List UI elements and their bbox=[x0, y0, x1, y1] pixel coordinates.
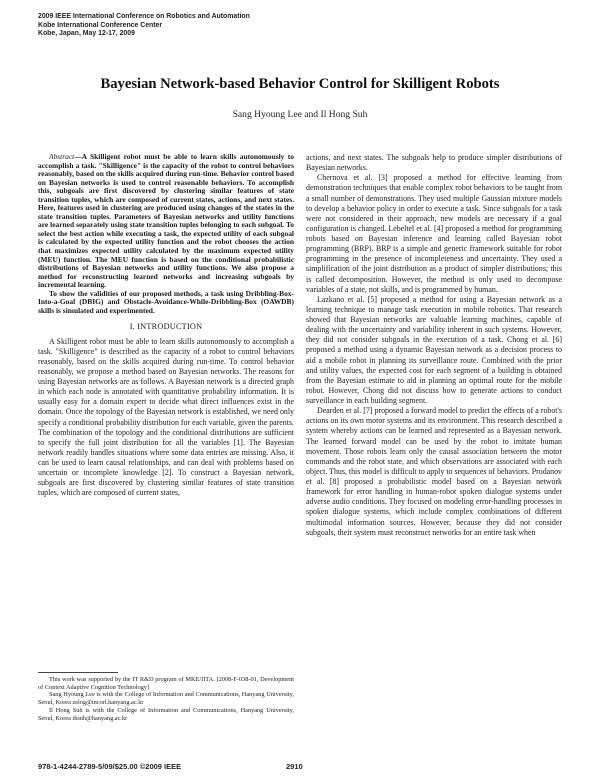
abstract-second: To show the validities of our proposed methods, a task using Dribbling-Box-Into-a-Goal (DBIG) and Obstacle-Avoidance-While-Dribbling-Box (OAWDB) skills is simulated and experimented. bbox=[38, 288, 294, 315]
footnote-rule bbox=[38, 672, 118, 673]
section-heading-introduction: I. INTRODUCTION bbox=[129, 322, 203, 332]
page-number: 2910 bbox=[286, 762, 303, 771]
right-column bbox=[306, 153, 562, 538]
conference-name: 2009 IEEE International Conference on Robotics and Automation bbox=[38, 13, 250, 20]
left-column bbox=[38, 153, 294, 499]
paper-authors: Sang Hyoung Lee and Il Hong Suh bbox=[232, 109, 368, 120]
footnote-author2: Il Hong Suh is with the College of Information and Communications, Hanyang University, Seoul, Korea ihsuh@hanyang.ac.kr bbox=[38, 706, 294, 722]
isbn-footer: 978-1-4244-2789-5/09/$25.00 ©2009 IEEE bbox=[38, 762, 182, 771]
abstract-lead: Abstract bbox=[49, 152, 75, 161]
footnotes bbox=[38, 676, 294, 722]
footnote-funding: This work was supported by the IT R&D program of MKE/IITA. [2008-F-038-01, Development of Context Adaptive Cognition Technology] bbox=[38, 676, 294, 691]
right-paragraph-dearden: Dearden et al. [7] proposed a forward model to predict the effects of a robot's actions on its own motor systems and its environment. This research described a system whereby actions can be learned and represented as a Bayesian network. The learned forward model can be used by the robot to imitate human movement. Those robots learn only the causal association between the motor commands and the robot state, and which observations are associated with each object. Thus, this model is difficult to apply to sequences of behaviors. Prodanov et al. [8] proposed a probabilistic model based on a Bayesian network framework for error handling in human-robot spoken dialogue systems under adverse audio conditions. They focused on modeling error-handling processes in spoken dialogue systems, which include complex combinations of different multimodal information sources. However, because they did not consider subgoals, their system must reconstruct networks for an entire task when bbox=[306, 406, 562, 537]
footnote-author1: Sang Hyoung Lee is with the College of Information and Communications, Hanyang University, Seoul, Korea zelog@incorl.hanyang.ac.kr bbox=[38, 691, 294, 707]
paper-title: Bayesian Network-based Behavior Control for Skilligent Robots bbox=[100, 76, 500, 92]
intro-paragraph: A Skilligent robot must be able to learn skills autonomously to accomplish a task. "Skilligence" is described as the capacity of a robot to control behaviors reasonably, based on the skills acquired during run-time. To control behavior reasonably, we propose a method based on Bayesian networks. The reasons for using Bayesian networks are as follows. A Bayesian network is a directed graph in which each node is annotated with quantitative probability information. It is usually easy for a domain expert to decide what direct influences exist in the domain. Once the topology of the Bayesian network is established, we need only specify a conditional probability distribution for each variable, given the parents. The combination of the topology and the conditional distributions are sufficient to specify the full joint distribution for all the variables [1]. The Bayesian network readily handles situations where some data entries are missing. Also, it can be used to learn causal relationships, and can deal with problems based on uncertain or incomplete knowledge [2]. To construct a Bayesian network, subgoals are first discovered by clustering similar features of state transition tuples, which are composed of current states, bbox=[38, 336, 294, 498]
abstract bbox=[38, 153, 294, 290]
right-paragraph-lazkano: Lazkano et al. [5] proposed a method for using a Bayesian network as a learning technique to manage task execution in mobile robotics. That research showed that Bayesian networks are valuable learning machines, capable of dealing with the uncertainty and variability inherent in such systems. However, they did not consider subgoals in the execution of a task. Chong et al. [6] proposed a method using a dynamic Bayesian network as a decision process to aid a mobile robot in planning its surveillance route. Combined with the prior and utility values, the expected cost for each segment of a building is obtained from the Bayesian estimate to aid in planning an optimal route for the mobile robot. However, Chong did not discuss how to generate actions to conduct surveillance in each building segment. bbox=[306, 294, 562, 405]
right-paragraph-continued: actions, and next states. The subgoals help to produce simpler distributions of Bayesian networks. bbox=[306, 153, 562, 173]
conference-header bbox=[38, 13, 250, 39]
abstract-body: —A Skilligent robot must be able to learn skills autonomously to accomplish a task. "Skilligence" is the capacity of the robot to control behaviors reasonably, based on the skills acquired during run-time. Behavior control based on Bayesian networks is used to control reasonable behaviors. To accomplish this, subgoals are first discovered by clustering similar features of state transition tuples, which are composed of current states, actions, and next states. Here, features used in clustering are produced using changes of the states in the state transition tuples. Parameters of Bayesian networks and utility functions are learned separately using state transition tuples belonging to each subgoal. To select the best action while executing a task, the expected utility of each subgoal is calculated by the expected utility function and the robot chooses the action that maximizes expected utility calculated by the maximum expected utility (MEU) function. The MEU function is based on the conditional probabilistic distributions of Bayesian networks and utility functions. We also propose a method for reconstructing learned networks and increasing subgoals by incremental learning. bbox=[38, 152, 294, 290]
right-paragraph-chernova: Chernova et al. [3] proposed a method for effective learning from demonstration techniques that enable complex robot behaviors to be taught from a small number of demonstrations. They used multiple Gaussian mixture models to develop a behavior policy in order to execute a task. Since subgoals for a task were not considered in their approach, new models are necessary if a goal configuration is changed. Lebeltel et al. [4] proposed a method for programming robots based on Bayesian inference and learning called Bayesian robot programming (BRP). BRP is a simple and generic framework suitable for robot programming in the presence of incompleteness and uncertainty. They used a simplification of the joint distribution as a product of simpler distributions; this is called decomposition. However, the method is only used to decompose variables of a state, not skills, and is programmed by human. bbox=[306, 173, 562, 294]
conference-date: Kobe, Japan, May 12-17, 2009 bbox=[38, 30, 135, 38]
conference-venue: Kobe International Conference Center bbox=[38, 21, 163, 29]
